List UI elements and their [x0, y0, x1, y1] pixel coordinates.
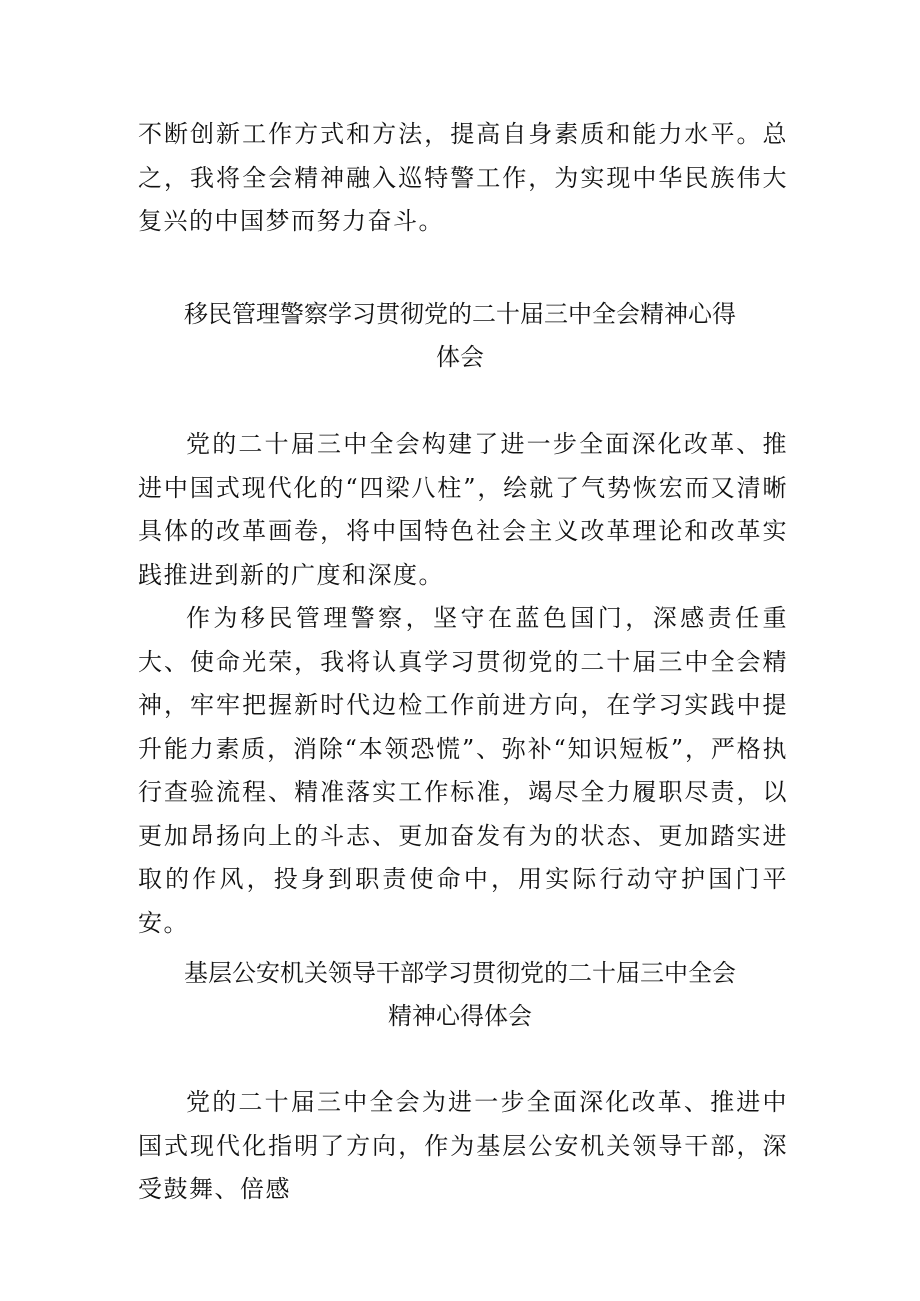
body-paragraph: 作为移民管理警察，坚守在蓝色国门，深感责任重大、使命光荣，我将认真学习贯彻党的二十届三中全会精神，牢牢把握新时代边检工作前进方向，在学习实践中提升能力素质，消除“本领恐慌”、弥补“知识短板”，严格执行查验流程、精准落实工作标准，竭尽全力履职尽责，以更加昂扬向上的斗志、更加奋发有为的状态、更加踏实进取的作风，投身到职责使命中，用实际行动守护国门平安。: [138, 604, 788, 937]
section-title-line2: 体会: [436, 343, 484, 371]
section-title-grassroots-police: [120, 952, 800, 1038]
body-paragraph: 党的二十届三中全会为进一步全面深化改革、推进中国式现代化指明了方向，作为基层公安机关领导干部，深受鼓舞、倍感: [138, 1088, 788, 1203]
intro-paragraph: 不断创新工作方式和方法，提高自身素质和能力水平。总之，我将全会精神融入巡特警工作，为实现中华民族伟大复兴的中国梦而努力奋斗。: [138, 120, 788, 235]
body-paragraph: 党的二十届三中全会构建了进一步全面深化改革、推进中国式现代化的“四梁八柱”，绘就了气势恢宏而又清晰具体的改革画卷，将中国特色社会主义改革理论和改革实践推进到新的广度和深度。: [138, 430, 788, 589]
section-title-line1: 基层公安机关领导干部学习贯彻党的二十届三中全会: [184, 959, 736, 987]
section-title-immigration-police: [120, 293, 800, 379]
section-title-line1: 移民管理警察学习贯彻党的二十届三中全会精神心得: [184, 300, 736, 328]
section-title-line2: 精神心得体会: [388, 1002, 532, 1030]
